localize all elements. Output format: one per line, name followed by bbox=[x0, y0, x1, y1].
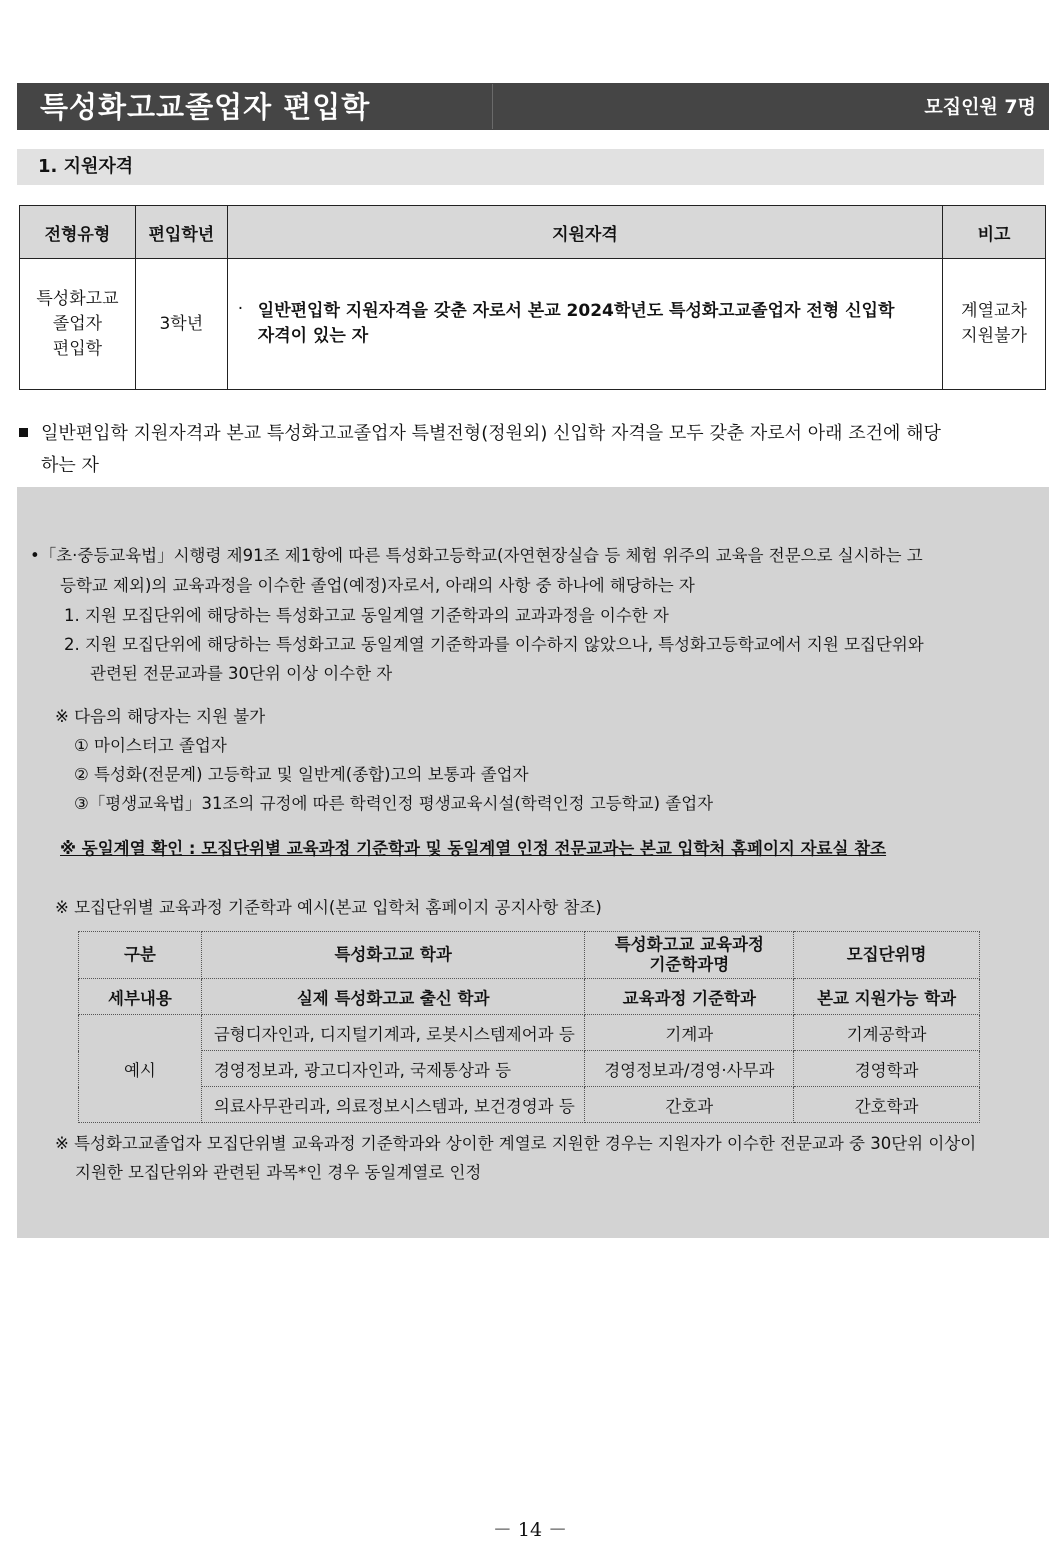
page-number: － 14 － bbox=[492, 1519, 568, 1541]
note-line: 하는 자 bbox=[41, 455, 99, 476]
cell-note bbox=[943, 259, 1046, 390]
section-bar bbox=[17, 149, 1044, 185]
example-header-row bbox=[79, 932, 980, 979]
example-header-cell: 교육과정 기준학과 bbox=[585, 979, 794, 1015]
bullet-dot: · bbox=[237, 299, 244, 319]
note-line: 지원불가 bbox=[961, 326, 1027, 346]
final-note: ※ 특성화고교졸업자 모집단위별 교육과정 기준학과와 상이한 계열로 지원한 경우는 지원자가 이수한 전문교과 중 30단위 이상이 bbox=[55, 1134, 977, 1153]
exclusion-item: ③「평생교육법」31조의 규정에 따른 학력인정 평생교육시설(학력인정 고등학교) 졸업자 bbox=[74, 794, 714, 813]
qualification-table bbox=[19, 205, 1046, 390]
section-title: 1. 지원자격 bbox=[38, 156, 134, 177]
cell-qualification bbox=[227, 259, 942, 390]
example-header-cell: 실제 특성화고교 출신 학과 bbox=[201, 979, 585, 1015]
box-paragraph: •「초·중등교육법」시행령 제91조 제1항에 따른 특성화고등학교(자연현장실습 등 체험 위주의 교육을 전문으로 실시하는 고 bbox=[30, 546, 923, 565]
condition-note bbox=[19, 418, 1029, 482]
example-header-cell: 특성화고교 학과 bbox=[201, 932, 585, 979]
table-cell: 의료사무관리과, 의료정보시스템과, 보건경영과 등 bbox=[201, 1087, 585, 1123]
table-cell: 경영학과 bbox=[794, 1051, 980, 1087]
example-table bbox=[78, 931, 980, 1123]
note-line: 계열교차 bbox=[961, 301, 1027, 321]
condition-item: 관련된 전문교과를 30단위 이상 이수한 자 bbox=[90, 664, 393, 683]
condition-item: 1. 지원 모집단위에 해당하는 특성화고교 동일계열 기준학과의 교과과정을 이수한 자 bbox=[64, 606, 669, 625]
quota-label: 모집인원 7명 bbox=[924, 96, 1036, 118]
exclusion-item: ② 특성화(전문계) 고등학교 및 일반계(종합)고의 보통과 졸업자 bbox=[74, 765, 529, 784]
box-paragraph: 등학교 제외)의 교육과정을 이수한 졸업(예정)자로서, 아래의 사항 중 하나에 해당하는 자 bbox=[60, 576, 695, 595]
table-cell: 경영정보과/경영·사무과 bbox=[585, 1051, 794, 1087]
table-row bbox=[79, 1051, 980, 1087]
table-cell: 기계공학과 bbox=[794, 1015, 980, 1051]
example-header-cell: 구분 bbox=[79, 932, 202, 979]
cell-year: 3학년 bbox=[135, 259, 227, 390]
table-row bbox=[79, 1015, 980, 1051]
table-cell: 경영정보과, 광고디자인과, 국제통상과 등 bbox=[201, 1051, 585, 1087]
col-header-note: 비고 bbox=[943, 206, 1046, 259]
table-row bbox=[79, 1087, 980, 1123]
title-bar-divider bbox=[492, 84, 493, 129]
table-cell: 금형디자인과, 디지털기계과, 로봇시스템제어과 등 bbox=[201, 1015, 585, 1051]
qualification-line: 자격이 있는 자 bbox=[257, 326, 369, 346]
type-line: 졸업자 bbox=[52, 313, 103, 334]
table-header-row bbox=[20, 206, 1046, 259]
example-header-cell: 모집단위명 bbox=[794, 932, 980, 979]
table-cell: 간호학과 bbox=[794, 1087, 980, 1123]
table-cell: 간호과 bbox=[585, 1087, 794, 1123]
example-title: ※ 모집단위별 교육과정 기준학과 예시(본교 입학처 홈페이지 공지사항 참조) bbox=[55, 898, 602, 917]
square-bullet-icon bbox=[19, 428, 28, 437]
final-note: 지원한 모집단위와 관련된 과목*인 경우 동일계열로 인정 bbox=[75, 1163, 482, 1182]
header-line: 기준학과명 bbox=[649, 955, 730, 974]
condition-item: 2. 지원 모집단위에 해당하는 특성화고교 동일계열 기준학과를 이수하지 않았으나, 특성화고등학교에서 지원 모집단위와 bbox=[64, 635, 924, 654]
col-header-type: 전형유형 bbox=[20, 206, 136, 259]
example-header-cell: 세부내용 bbox=[79, 979, 202, 1015]
type-line: 편입학 bbox=[52, 338, 103, 359]
example-header-cell bbox=[585, 932, 794, 979]
col-header-qualification: 지원자격 bbox=[227, 206, 942, 259]
table-cell: 기계과 bbox=[585, 1015, 794, 1051]
exclusion-title: ※ 다음의 해당자는 지원 불가 bbox=[55, 707, 266, 726]
same-series-notice: ※ 동일계열 확인 : 모집단위별 교육과정 기준학과 및 동일계열 인정 전문교과는 본교 입학처 홈페이지 자료실 참조 bbox=[60, 839, 887, 858]
example-subheader-row bbox=[79, 979, 980, 1015]
qualification-line: 일반편입학 지원자격을 갖춘 자로서 본교 2024학년도 특성화고교졸업자 전형 신입학 bbox=[257, 301, 895, 321]
exclusion-item: ① 마이스터고 졸업자 bbox=[74, 736, 227, 755]
cell-type bbox=[20, 259, 136, 390]
table-row bbox=[20, 259, 1046, 390]
example-header-cell: 본교 지원가능 학과 bbox=[794, 979, 980, 1015]
note-line: 일반편입학 지원자격과 본교 특성화고교졸업자 특별전형(정원외) 신입학 자격을 모두 갖춘 자로서 아래 조건에 해당 bbox=[41, 423, 941, 444]
page-title: 특성화고교졸업자 편입학 bbox=[40, 90, 371, 124]
example-group-label: 예시 bbox=[79, 1015, 202, 1123]
col-header-year: 편입학년 bbox=[135, 206, 227, 259]
type-line: 특성화고교 bbox=[36, 288, 119, 309]
header-line: 특성화고교 교육과정 bbox=[614, 935, 764, 954]
